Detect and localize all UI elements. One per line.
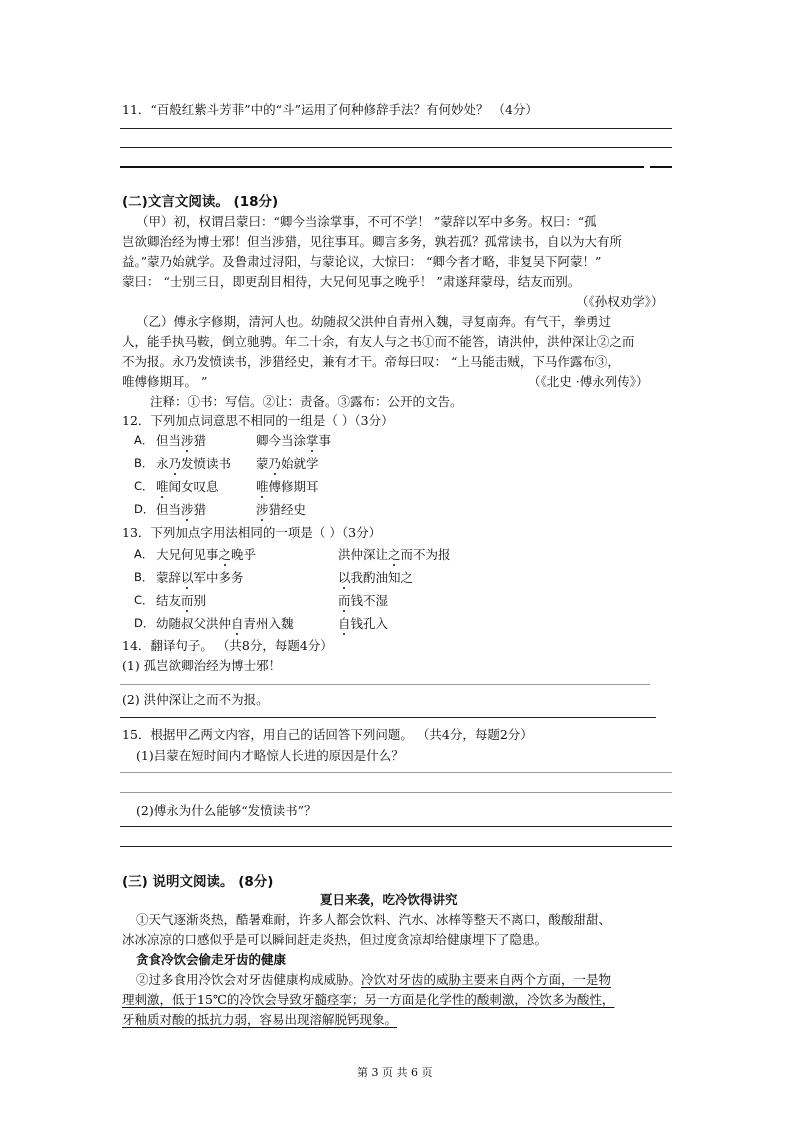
option-right: 涉猎经史 — [256, 502, 307, 517]
passage-jia-source: （《孙权劝学》） — [576, 294, 664, 309]
option-right: 洪仲深让之而不为报 — [338, 547, 451, 562]
q15-sub-2: (2)傅永为什么能够“发愤读书”？ — [136, 803, 317, 818]
passage-yi-line-3: 不为报。永乃发愤读书，涉猎经史，兼有才干。帝每曰叹： “上马能击贼，下马作露布③， — [122, 354, 620, 369]
article-p2-line-2: 理刺激，低于15℃的冷饮会导致牙髓痉挛；另一方面是化学性的酸刺激，冷饮多为酸性， — [122, 992, 615, 1007]
option-left: 大兄何见事之晚乎 — [156, 547, 257, 562]
option-letter: D． — [134, 502, 155, 516]
option-right: 蒙乃始就学 — [256, 456, 319, 471]
section-3-title: (三) 说明文阅读。 (8分) — [122, 874, 274, 890]
article-subheading: 贪食冷饮会偷走牙齿的健康 — [136, 952, 287, 967]
passage-yi-line-2: 人，能手执马鞍，倒立驰骋。年二十余，有友人与之书①而不能答，请洪仲，洪仲深让②之而 — [122, 334, 635, 349]
article-p2-plain: ②过多食用冷饮会对牙齿健康构成威胁。 — [136, 972, 362, 987]
article-p2-underlined: 冷饮对牙齿的威胁主要来自两个方面，一是物 — [361, 972, 612, 987]
option-letter: B． — [134, 570, 154, 584]
passage-yi-line-1: （乙）傅永字修期，清河人也。幼随叔父洪仲自青州入魏，寻复南奔。有气干，拳勇过 — [136, 314, 612, 329]
option-right: 而钱不湿 — [338, 593, 389, 608]
answer-line — [120, 772, 672, 773]
option-letter: C． — [134, 479, 154, 493]
article-title: 夏日来袭，吃冷饮得讲究 — [320, 892, 458, 907]
option-left: 蒙辞以军中多务 — [156, 570, 244, 585]
q14-sentence-1: (1) 孤岂欲卿治经为博士邪！ — [122, 658, 282, 673]
question-15: 15．根据甲乙两文内容，用自己的话回答下列问题。 （共4分，每题2分） — [122, 727, 533, 742]
answer-line — [120, 147, 672, 148]
option-left: 但当涉猎 — [156, 433, 207, 448]
answer-line — [120, 128, 672, 129]
option-letter: C． — [134, 593, 154, 607]
option-right: 以我酌油知之 — [338, 570, 414, 585]
passage-jia-line-3: 益。”蒙乃始就学。及鲁肃过浔阳，与蒙论议，大惊曰： “卿今者才略，非复吴下阿蒙！” — [122, 254, 602, 269]
question-11: 11．“百般红紫斗芳菲”中的“斗”运用了何种修辞手法？有何妙处？ （4分） — [122, 102, 538, 117]
answer-line — [120, 826, 672, 827]
question-13: 13．下列加点字用法相同的一项是（ ）（3分） — [122, 525, 382, 540]
option-letter: B． — [134, 456, 154, 470]
article-p1-line-2: 冰冰凉凉的口感似乎是可以瞬间赶走炎热，但过度贪凉却给健康埋下了隐患。 — [122, 932, 548, 947]
answer-line — [120, 684, 650, 685]
option-letter: D． — [134, 616, 155, 630]
passage-yi-source: （《北史 ·傅永列传》） — [528, 374, 649, 389]
option-right: 卿今当涂掌事 — [256, 433, 332, 448]
q15-sub-1: (1)吕蒙在短时间内才略惊人长进的原因是什么？ — [136, 748, 404, 763]
answer-line — [120, 717, 656, 718]
question-14: 14．翻译句子。 （共8分，每题4分） — [122, 638, 333, 653]
article-p1-line-1: ①天气逐渐炎热，酷暑难耐，许多人都会饮料、汽水、冰棒等整天不离口，酸酸甜甜、 — [136, 912, 612, 927]
article-p2-line-3: 牙釉质对酸的抵抗力弱，容易出现溶解脱钙现象。 — [122, 1012, 398, 1027]
section-2-title: (二)文言文阅读。 (18分) — [122, 194, 279, 210]
article-p2-line-1 — [136, 970, 611, 988]
option-letter: A． — [134, 547, 154, 561]
option-left: 幼随叔父洪仲自青州入魏 — [156, 616, 294, 631]
passage-yi-line-4: 唯傅修期耳。 ” — [122, 374, 208, 389]
option-letter: A． — [134, 433, 154, 447]
answer-line — [120, 792, 672, 793]
option-left: 但当涉猎 — [156, 502, 207, 517]
option-right: 唯傅修期耳 — [256, 479, 319, 494]
answer-line — [650, 166, 672, 168]
option-left: 结友而别 — [156, 593, 207, 608]
answer-line — [120, 846, 672, 847]
passage-jia-line-2: 岂欲卿治经为博士邪！但当涉猎，见往事耳。卿言多务，孰若孤？孤常读书，自以为大有所 — [122, 234, 623, 249]
option-left: 永乃发愤读书 — [156, 456, 232, 471]
answer-line — [120, 166, 644, 168]
passage-jia-line-4: 蒙曰： “士别三日，即更刮目相待，大兄何见事之晚乎！ ”肃遂拜蒙母，结友而别。 — [122, 274, 581, 289]
q14-sentence-2: (2) 洪仲深让之而不为报。 — [122, 692, 269, 707]
passage-jia-line-1: （甲）初，权谓吕蒙曰：“卿今当涂掌事，不可不学！ ”蒙辞以军中多务。权曰：“孤 — [136, 214, 597, 229]
option-left: 唯闻女叹息 — [156, 479, 219, 494]
question-12: 12．下列加点词意思不相同的一组是（ ）（3分） — [122, 413, 394, 428]
page-footer: 第 3 页 共 6 页 — [357, 1066, 433, 1079]
annotation-note: 注释：①书：写信。②让：责备。③露布：公开的文告。 — [150, 394, 463, 409]
option-right: 自钱孔入 — [338, 616, 389, 631]
